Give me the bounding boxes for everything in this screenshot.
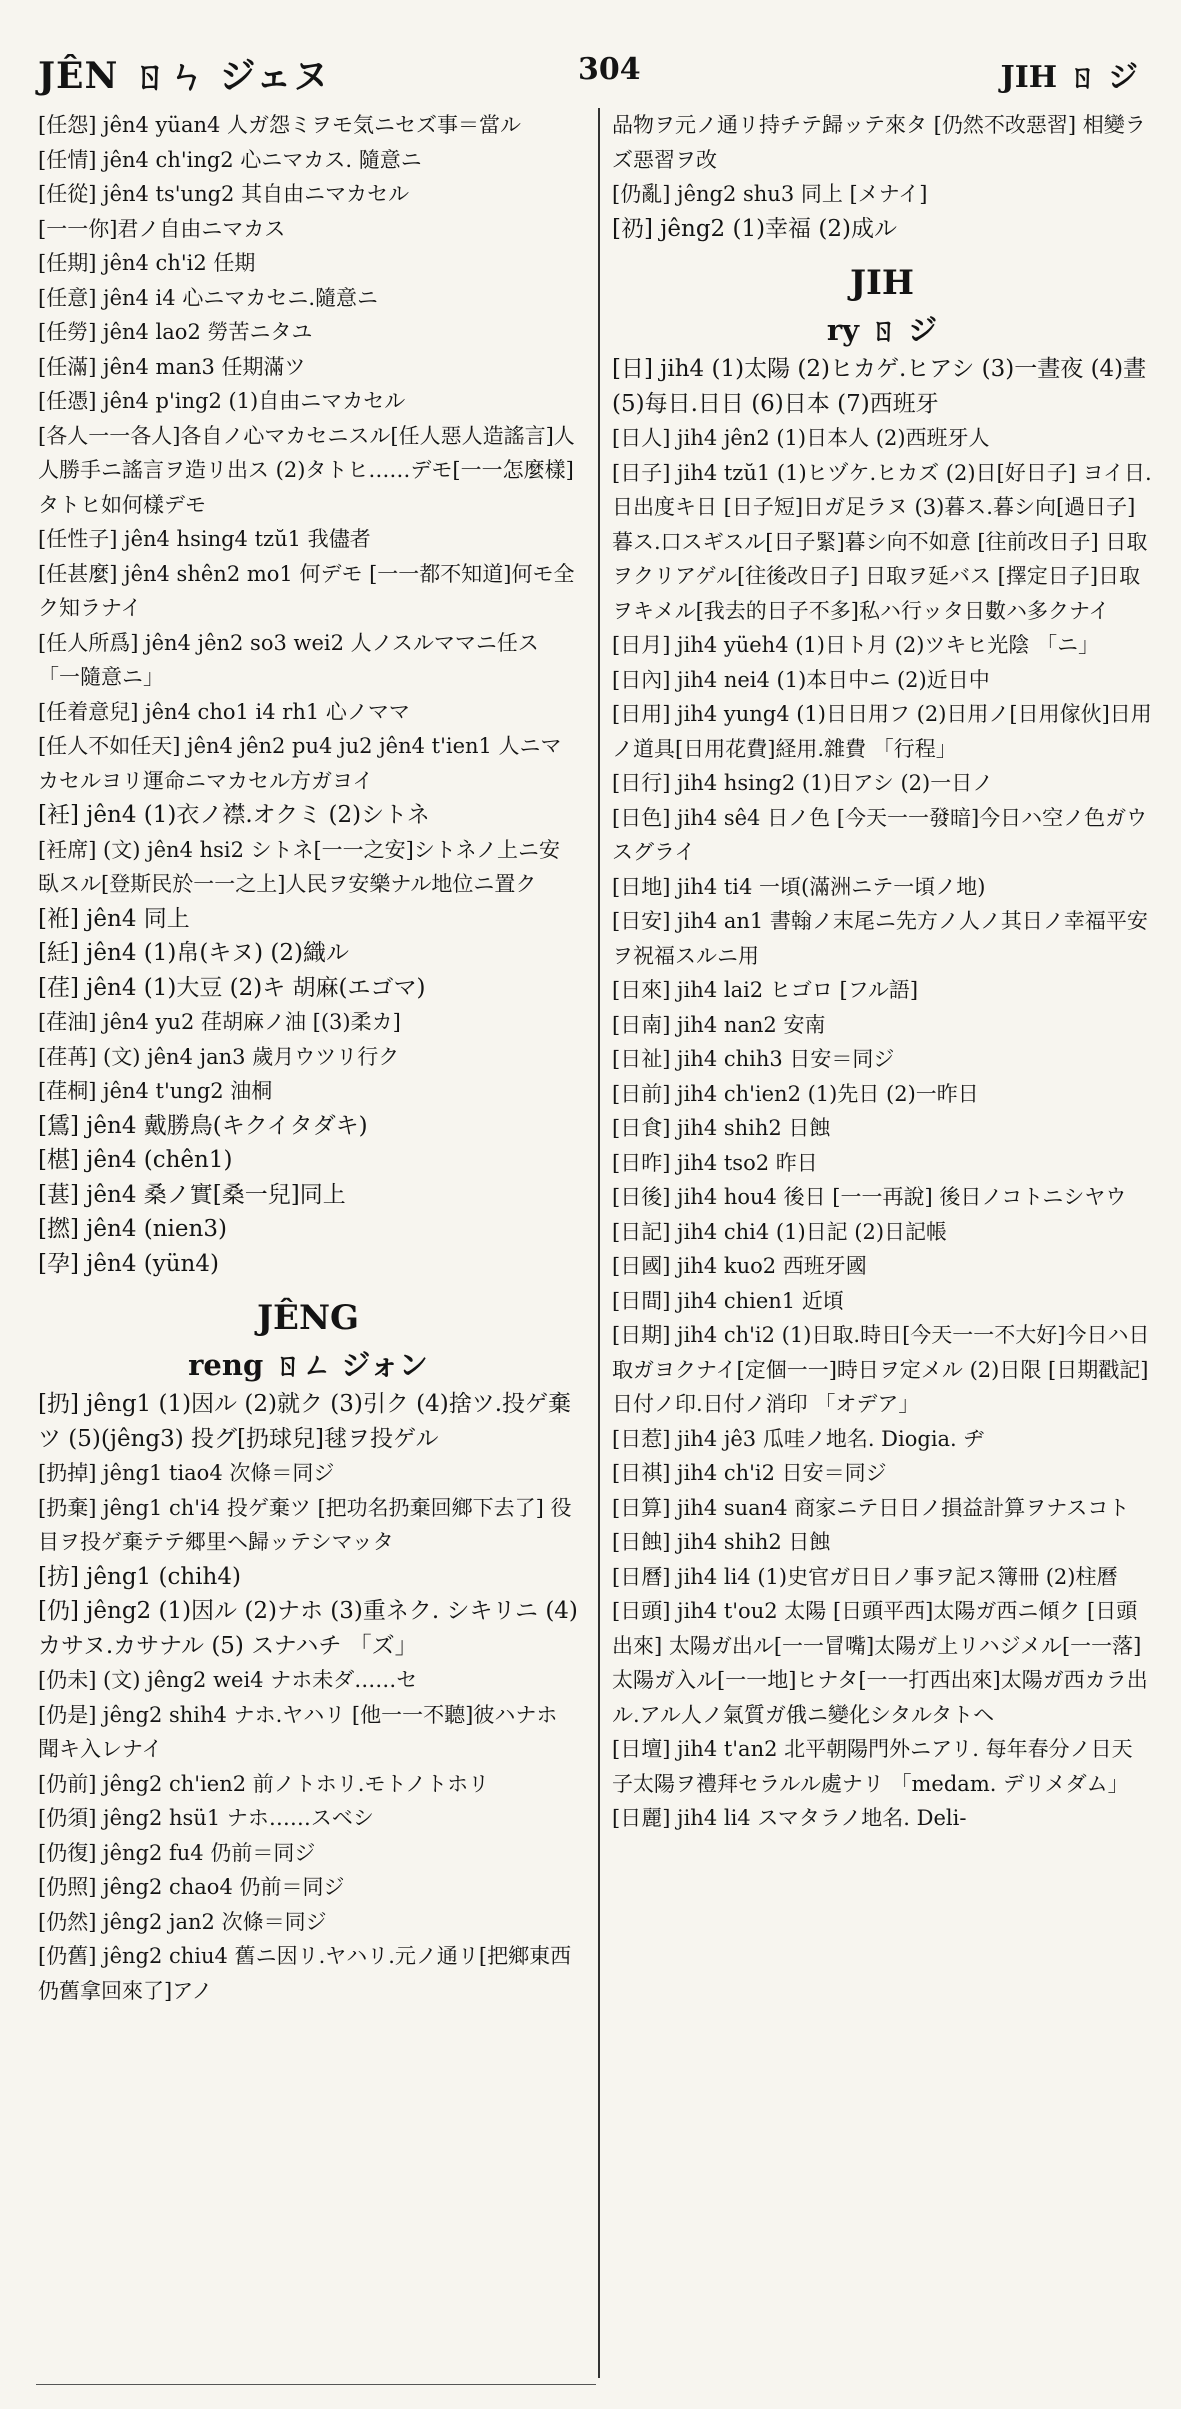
dictionary-entry: [日行] jih4 hsing2 (1)日アシ (2)一日ノ (612, 771, 994, 795)
dictionary-entry: [日間] jih4 chien1 近頃 (612, 1288, 844, 1313)
dictionary-entry: [孕] jên4 (yün4) (38, 1250, 219, 1277)
dictionary-entry: [任勞] jên4 lao2 勞苦ニタユ (38, 320, 313, 344)
dictionary-entry: [日算] jih4 suan4 商家ニテ日日ノ損益計算ヲナスコト (612, 1495, 1130, 1520)
dictionary-entry: [仍未] (文) jêng2 wei4 ナホ未ダ……セ (38, 1668, 418, 1692)
dictionary-entry: [日地] jih4 ti4 一頃(滿洲ニテ一頃ノ地) (612, 874, 986, 899)
dictionary-entry: [椹] jên4 (chên1) (38, 1147, 233, 1173)
dictionary-entry: [荏油] jên4 yu2 荏胡麻ノ油 [(3)柔カ] (38, 1010, 401, 1034)
dictionary-entry: [日前] jih4 ch'ien2 (1)先日 (2)一昨日 (612, 1081, 979, 1106)
dictionary-entry: [日祉] jih4 chih3 日安＝同ジ (612, 1047, 895, 1071)
dictionary-entry: [日頭] jih4 t'ou2 太陽 [日頭平西]太陽ガ西ニ傾ク [日頭出來] 太陽ガ出ル[一一冒嘴]太陽ガ上リハジメル[一一落]太陽ガ入ル[一一地]ヒナタ[一一打西出來]太陽ガ西カラ出ル.アル人ノ氣質ガ俄ニ變化シタルタトヘ (612, 1599, 1148, 1727)
dictionary-entry: [任性子] jên4 hsing4 tzŭ1 我儘者 (38, 527, 371, 551)
dictionary-entry: [礽] jêng2 (1)幸福 (2)成ル (612, 215, 897, 242)
dictionary-entry: [扔掉] jêng1 tiao4 次條＝同ジ (38, 1461, 335, 1485)
dictionary-entry: [日用] jih4 yung4 (1)日日用フ (2)日用ノ[日用傢伙]日用ノ道具[日用花費]経用.雜費 「行程」 (612, 702, 1152, 761)
dictionary-entry: [撚] jên4 (nien3) (38, 1216, 227, 1242)
section-subheading: reng ㄖㄥ ジォン (188, 1348, 428, 1382)
dictionary-entry: [日安] jih4 an1 書翰ノ末尾ニ先方ノ人ノ其日ノ幸福平安ヲ祝福スルニ用 (612, 909, 1148, 968)
dictionary-entry: [扔] jêng1 (1)因ル (2)就ク (3)引ク (4)捨ツ.投ゲ棄ツ (5)(jêng3) 投グ[扔球兒]毬ヲ投ゲル (38, 1391, 572, 1452)
dictionary-entry: 品物ヲ元ノ通リ持チテ歸ッテ來タ [仍然不改惡習] 相變ラズ惡習ヲ改 (612, 113, 1146, 172)
dictionary-entry: [仍舊] jêng2 chiu4 舊ニ因リ.ヤハリ.元ノ通リ[把鄉東西仍舊拿回來了]アノ (38, 1944, 572, 2003)
dictionary-entry: [日色] jih4 sê4 日ノ色 [今天一一發暗]今日ハ空ノ色ガウスグライ (612, 805, 1148, 864)
dictionary-entry: [日麗] jih4 li4 スマタラノ地名. Deli- (612, 1806, 967, 1830)
dictionary-entry: [荏] jên4 (1)大豆 (2)キ 胡麻(エゴマ) (38, 974, 426, 1001)
dictionary-entry: [任人所爲] jên4 jên2 so3 wei2 人ノスルママニ任ス 「一隨意ニ」 (38, 630, 539, 689)
dictionary-entry: [任從] jên4 ts'ung2 其自由ニマカセル [一一你]君ノ自由ニマカス (38, 182, 410, 241)
dictionary-entry: [日來] jih4 lai2 ヒゴロ [フル語] (612, 978, 919, 1002)
dictionary-entry: [任着意兒] jên4 cho1 i4 rh1 心ノママ (38, 699, 410, 724)
dictionary-entry: [日昨] jih4 tso2 昨日 (612, 1150, 818, 1175)
column-divider (598, 108, 600, 2378)
dictionary-entry: [仍是] jêng2 shih4 ナホ.ヤハリ [他一一不聽]彼ハナホ聞キ入レナイ (38, 1702, 558, 1761)
dictionary-entry: [扔棄] jêng1 ch'i4 投ゲ棄ツ [把功名扔棄回鄉下去了] 役目ヲ投ゲ棄テテ郷里ヘ歸ッテシマッタ (38, 1495, 572, 1554)
dictionary-entry: [日南] jih4 nan2 安南 (612, 1012, 826, 1037)
dictionary-entry: [任情] jên4 ch'ing2 心ニマカス. 隨意ニ (38, 147, 422, 172)
dictionary-entry: [葚] jên4 桑ノ實[桑一兒]同上 (38, 1181, 346, 1208)
left-column (38, 108, 578, 2378)
dictionary-entry: [荏苒] (文) jên4 jan3 歲月ウツリ行ク (38, 1044, 400, 1069)
dictionary-entry: [仍] jêng2 (1)因ル (2)ナホ (3)重ネク. シキリニ (4) カサヌ.カサナル (5) スナハチ 「ズ」 (38, 1598, 578, 1659)
dictionary-entry: [仍然] jêng2 jan2 次條＝同ジ (38, 1909, 327, 1934)
dictionary-entry: [日人] jih4 jên2 (1)日本人 (2)西班牙人 (612, 426, 990, 450)
left-running-head: JÊN ㄖㄣ ジェヌ (38, 55, 330, 97)
dictionary-entry: [任意] jên4 i4 心ニマカセニ.隨意ニ (38, 285, 378, 310)
dictionary-entry: [日食] jih4 shih2 日蝕 (612, 1116, 831, 1140)
dictionary-entry: [日記] jih4 chi4 (1)日記 (2)日記帳 (612, 1219, 948, 1244)
right-column (612, 108, 1152, 2378)
dictionary-entry: [紝] jên4 (1)帛(キヌ) (2)織ル (38, 940, 349, 966)
dictionary-entry: [日月] jih4 yüeh4 (1)日ト月 (2)ツキヒ光陰 「ニ」 (612, 633, 1100, 657)
dictionary-entry: [衽席] (文) jên4 hsi2 シトネ[一一之安]シトネノ上ニ安臥スル[登斯民於一一之上]人民ヲ安樂ナル地位ニ置ク (38, 837, 561, 896)
dictionary-entry: [任期] jên4 ch'i2 任期 (38, 251, 256, 275)
dictionary-entry: [衽] jên4 (1)衣ノ襟.オクミ (2)シトネ (38, 802, 430, 828)
dictionary-entry: [日] jih4 (1)太陽 (2)ヒカゲ.ヒアシ (3)一晝夜 (4)晝 (5)每日.日日 (6)日本 (7)西班牙 (612, 356, 1147, 417)
section-subheading: ry ㄖ ジ (826, 313, 938, 347)
dictionary-entry: [日蝕] jih4 shih2 日蝕 (612, 1530, 831, 1554)
dictionary-entry: [仍復] jêng2 fu4 仍前＝同ジ (38, 1840, 316, 1865)
dictionary-entry: [日內] jih4 nei4 (1)本日中ニ (2)近日中 (612, 667, 990, 692)
dictionary-entry: [日惹] jih4 jê3 瓜哇ノ地名. Diogia. ヂ (612, 1426, 985, 1451)
dictionary-entry: [任怨] jên4 yüan4 人ガ怨ミヲモ気ニセズ事＝當ル (38, 113, 522, 137)
dictionary-entry: [㧍] jêng1 (chih4) (38, 1563, 241, 1590)
dictionary-entry: [鵀] jên4 戴勝鳥(キクイタダキ) (38, 1112, 368, 1139)
section-heading: JÊNG (256, 1298, 360, 1338)
dictionary-entry: [日期] jih4 ch'i2 (1)日取.時日[今天一一不大好]今日ハ日取ガヨクナイ[定個一一]時日ヲ定メル (2)日限 [日期戳記]日付ノ印.日付ノ消印 「オデア」 (612, 1323, 1150, 1416)
dictionary-entry: [仍照] jêng2 chao4 仍前＝同ジ (38, 1875, 345, 1899)
dictionary-entry: [日曆] jih4 li4 (1)史官ガ日日ノ事ヲ記ス簿冊 (2)柱曆 (612, 1564, 1118, 1589)
dictionary-entry: [日國] jih4 kuo2 西班牙國 (612, 1254, 867, 1278)
dictionary-entry: [袵] jên4 同上 (38, 905, 190, 932)
dictionary-entry: [任憑] jên4 p'ing2 (1)自由ニマカセル [各人一一各人]各自ノ心マカセニスル[任人惡人造謠言]人人勝手ニ謠言ヲ造リ出ス (2)タトヒ……デモ[一一怎麼樣]タトヒ如何樣デモ (38, 389, 575, 517)
dictionary-entry: [任滿] jên4 man3 任期滿ツ (38, 354, 306, 379)
dictionary-entry: [日後] jih4 hou4 後日 [一一再說] 後日ノコトニシヤウ (612, 1185, 1127, 1209)
dictionary-entry: [日祺] jih4 ch'i2 日安＝同ジ (612, 1461, 887, 1485)
right-running-head: JIH ㄖ ジ (1000, 60, 1138, 95)
page-number: 304 (578, 52, 641, 87)
dictionary-entry: [任甚麼] jên4 shên2 mo1 何デモ [一一都不知道]何モ全ク知ラナイ (38, 561, 575, 620)
dictionary-entry: [日子] jih4 tzŭ1 (1)ヒヅケ.ヒカズ (2)日[好日子] ヨイ日.日出度キ日 [日子短]日ガ足ラヌ (3)暮ス.暮シ向[過日子]暮ス.口スギスル[日子緊]暮シ向不如意 [往前改日子] 日取ヲクリアゲル[往後改日子] 日取ヲ延バス [擇定日子]日取ヲキメル[我去的日子不多]私ハ行ッタ日數ハ多クナイ (612, 460, 1152, 623)
dictionary-entry: [仍前] jêng2 ch'ien2 前ノトホリ.モトノトホリ (38, 1771, 490, 1796)
section-heading: JIH (849, 263, 915, 303)
dictionary-entry: [仍須] jêng2 hsü1 ナホ……スベシ (38, 1806, 374, 1830)
page-header (38, 42, 1138, 106)
dictionary-entry: [日壇] jih4 t'an2 北平朝陽門外ニアリ. 每年春分ノ日天子太陽ヲ禮拜セラルル處ナリ 「medam. デリメダム」 (612, 1737, 1133, 1796)
bottom-rule (36, 2384, 596, 2385)
dictionary-entry: [任人不如任天] jên4 jên2 pu4 ju2 jên4 t'ien1 人ニマカセルヨリ運命ニマカセル方ガヨイ (38, 734, 562, 793)
dictionary-entry: [荏桐] jên4 t'ung2 油桐 (38, 1079, 273, 1103)
dictionary-entry: [仍亂] jêng2 shu3 同上 [メナイ] (612, 182, 928, 206)
